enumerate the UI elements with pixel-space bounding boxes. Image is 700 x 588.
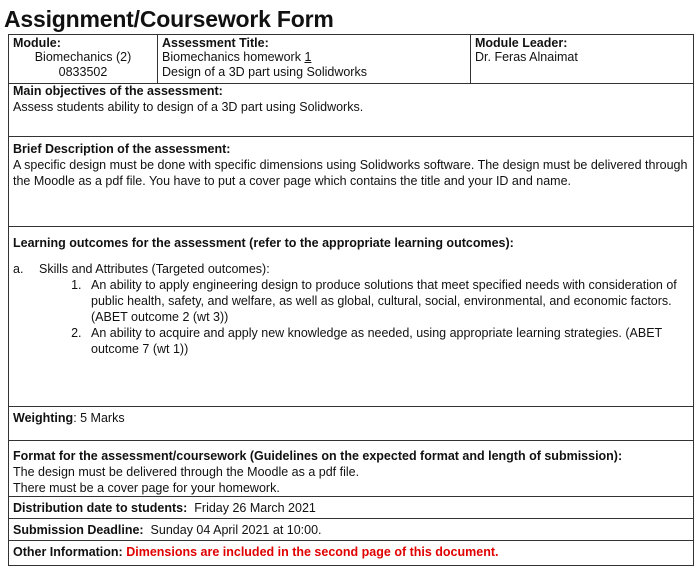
weighting-section xyxy=(9,407,693,441)
assessment-title-line1 xyxy=(158,50,470,65)
distribution-section xyxy=(9,497,693,519)
module-code: 0833502 xyxy=(58,65,108,79)
assessment-title-line2: Design of a 3D part using Solidworks xyxy=(162,65,367,79)
description-section xyxy=(9,137,693,227)
module-leader-cell xyxy=(471,35,693,83)
format-heading: Format for the assessment/coursework (Guidelines on the expected format and length of submission): xyxy=(13,449,623,463)
learning-outcomes-heading: Learning outcomes for the assessment (refer to the appropriate learning outcomes): xyxy=(13,236,514,250)
distribution-label: Distribution date to students: xyxy=(13,501,188,515)
assessment-number: 1 xyxy=(304,50,312,64)
learning-outcomes-section xyxy=(9,227,693,407)
module-name: Biomechanics (2) xyxy=(34,50,132,64)
weighting-label: Weighting xyxy=(13,411,74,425)
assessment-title-text: Biomechanics homework xyxy=(162,50,301,64)
weighting-value: : 5 Marks xyxy=(73,411,125,425)
objectives-text: Assess students ability to design of a 3D part using Solidworks. xyxy=(13,100,364,114)
module-label: Module: xyxy=(13,36,61,50)
coursework-form xyxy=(8,34,694,566)
deadline-section xyxy=(9,519,693,541)
module-leader-label: Module Leader: xyxy=(475,36,568,50)
format-line1: The design must be delivered through the Moodle as a pdf file. xyxy=(13,465,360,479)
description-text: A specific design must be done with specific dimensions using Solidworks software. The design must be delivered through the Moodle as a pdf file. You have to put a cover page which contains the title and your ID and name. xyxy=(13,158,688,188)
assessment-title-label: Assessment Title: xyxy=(162,36,269,50)
page-title: Assignment/Coursework Form xyxy=(4,6,334,32)
outcomes-sub-heading xyxy=(13,261,689,277)
assessment-title-cell xyxy=(158,35,471,83)
outcomes-sub-label: Skills and Attributes (Targeted outcomes): xyxy=(39,262,270,276)
format-section xyxy=(9,441,693,497)
module-leader-name: Dr. Feras Alnaimat xyxy=(475,50,578,64)
objectives-heading: Main objectives of the assessment: xyxy=(13,84,223,98)
other-info-section xyxy=(9,541,693,565)
learning-outcome-item: 1. An ability to apply engineering design to produce solutions that meet specified needs with consideration of public health, safety, and welfare, as well as global, cultural, social, environmental, and economic factors. (ABET outcome 2 (wt 3)) xyxy=(85,277,689,325)
description-heading: Brief Description of the assessment: xyxy=(13,142,231,156)
objectives-section xyxy=(9,83,693,137)
other-info-label: Other Information: xyxy=(13,545,123,559)
distribution-value: Friday 26 March 2021 xyxy=(194,501,316,515)
module-cell xyxy=(9,35,158,83)
learning-outcome-item: 2. An ability to acquire and apply new knowledge as needed, using appropriate learning strategies. (ABET outcome 7 (wt 1)) xyxy=(85,325,689,357)
format-line2: There must be a cover page for your homework. xyxy=(13,481,280,495)
outcomes-sub-marker: a. xyxy=(13,262,24,276)
deadline-label: Submission Deadline: xyxy=(13,523,144,537)
other-info-value: Dimensions are included in the second page of this document. xyxy=(126,545,499,559)
deadline-value: Sunday 04 April 2021 at 10:00. xyxy=(150,523,322,537)
form-header-row xyxy=(9,35,693,84)
learning-outcomes-list xyxy=(13,277,689,357)
